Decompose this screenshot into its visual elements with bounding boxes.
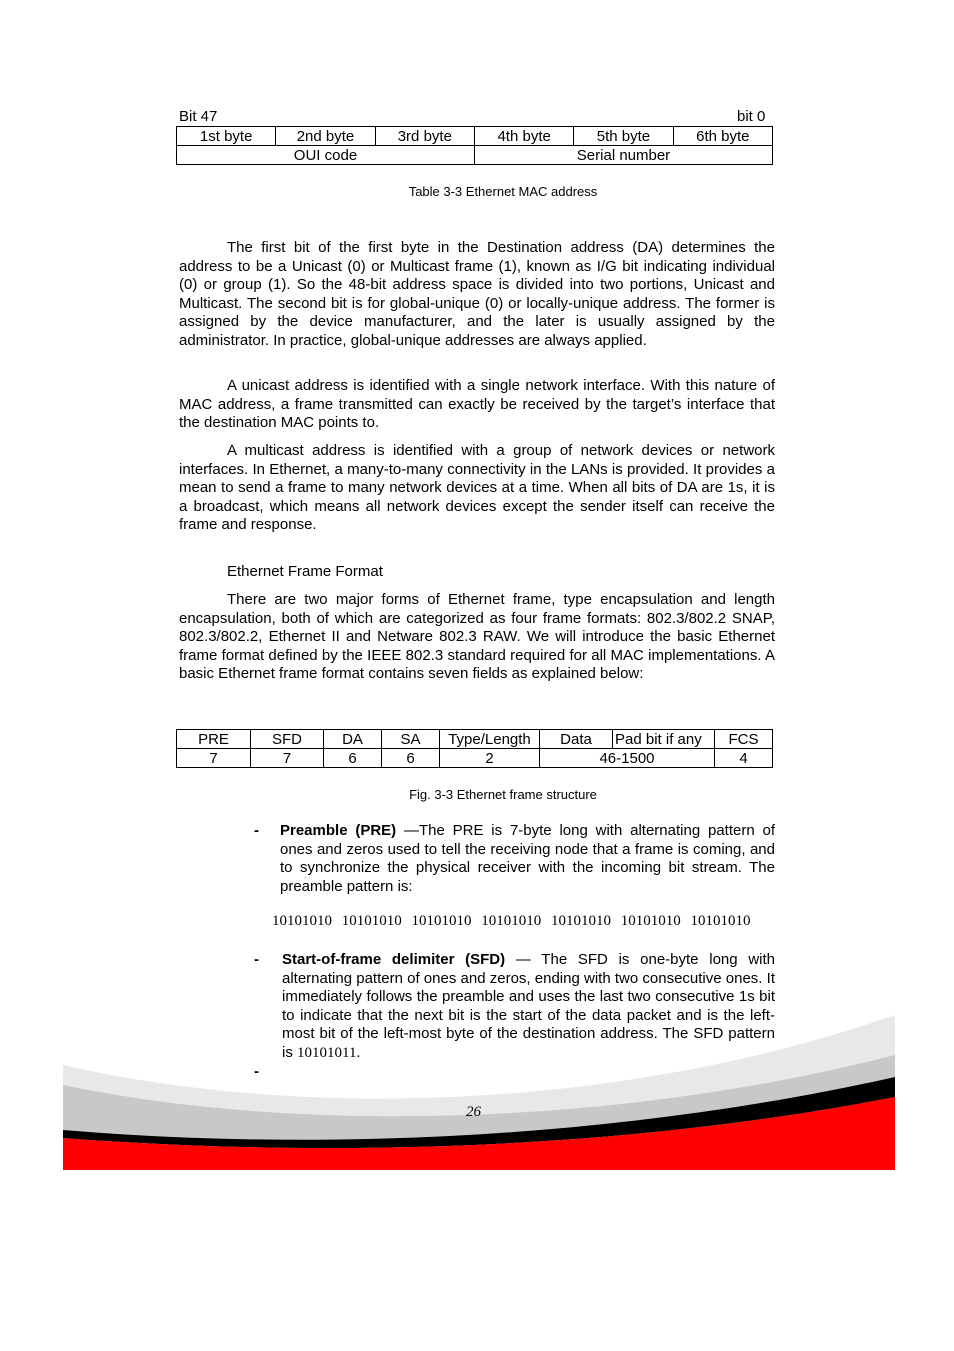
footer-swoosh-graphic [63, 1010, 895, 1170]
mac-address-table [176, 126, 773, 165]
table-cell: Type/Length [440, 730, 540, 749]
table-cell: 7 [177, 749, 251, 768]
paragraph-frame-format: There are two major forms of Ethernet frame, type encapsulation and length encapsulation, both of which are categorized as four frame formats: 802.3/802.2 SNAP, 802.3/802.2, Ethernet II and Netware 802.3 RAW. We will introduce the basic Ethernet frame format defined by the IEEE 802.3 standard required for all MAC implementations. A basic Ethernet frame format contains seven fields as explained below: [179, 591, 775, 682]
table-row [177, 749, 773, 768]
bullet-preamble [280, 822, 775, 896]
table-cell: 3rd byte [375, 127, 474, 146]
table-cell: FCS [715, 730, 773, 749]
frame-structure-table [176, 729, 773, 768]
table-cell: 6th byte [673, 127, 772, 146]
table-cell: 4th byte [474, 127, 573, 146]
table-cell: SA [382, 730, 440, 749]
table-cell: 5th byte [574, 127, 673, 146]
paragraph-destination-address: The first bit of the first byte in the Destination address (DA) determines the address to be a Unicast (0) or Multicast frame (1), known as I/G bit indicating individual (0) or group (1). So the 48-bit address space is divided into two portions, Unicast and Multicast. The second bit is for global-unique (0) or locally-unique address. The former is assigned by the device manufacturer, and the later is usually assigned by the administrator. In practice, global-unique addresses are always applied. [179, 239, 775, 349]
bullet-dash: - [254, 822, 259, 839]
mac-table-caption: Table 3-3 Ethernet MAC address [408, 184, 598, 199]
table-cell: 6 [324, 749, 382, 768]
bullet-term: Start-of-frame delimiter (SFD) [282, 951, 506, 968]
table-row [177, 730, 773, 749]
table-cell: 46-1500 [540, 749, 715, 768]
bit-0-label: bit 0 [737, 108, 766, 125]
table-row [177, 127, 773, 146]
table-cell: Pad bit if any [613, 730, 715, 749]
table-cell: 6 [382, 749, 440, 768]
bullet-description: — The SFD is one-byte long with alternating pattern of ones and zeros, ending with two consecutive ones. It immediately follows the preamble and uses the last two consecutive 1s bit to indicate that the next bit is the start of the data packet and is the left-most bit of the left-most byte of the destination address. The SFD pattern is [282, 951, 775, 1061]
paragraph-unicast: A unicast address is identified with a single network interface. With this nature of MAC address, a frame transmitted can exactly be received by the target’s interface that the destination MAC points to. [179, 377, 775, 431]
page-number: 26 [466, 1104, 481, 1120]
table-row [177, 146, 773, 165]
table-cell: Serial number [474, 146, 772, 165]
table-cell: 7 [251, 749, 324, 768]
sfd-pattern: 10101011. [297, 1044, 361, 1061]
bit-47-label: Bit 47 [179, 108, 218, 125]
frame-table-caption: Fig. 3-3 Ethernet frame structure [409, 787, 597, 802]
preamble-pattern: 10101010 10101010 10101010 10101010 10101010 10101010 10101010 [272, 913, 751, 929]
table-cell: Data [540, 730, 613, 749]
table-cell: 2nd byte [276, 127, 375, 146]
bullet-description: —The PRE is 7-byte long with alternating pattern of ones and zeros used to tell the receiving node that a frame is coming, and to synchronize the physical receiver with the incoming bit stream. The preamble pattern is: [280, 822, 775, 895]
paragraph-multicast: A multicast address is identified with a group of network devices or network interfaces. In Ethernet, a many-to-many connectivity in the LANs is provided. It provides a mean to send a frame to many network devices at a time. When all bits of DA are 1s, it is a broadcast, which means all network devices except the sender itself can receive the frame and response. [179, 442, 775, 533]
table-cell: DA [324, 730, 382, 749]
table-cell: 1st byte [177, 127, 276, 146]
table-cell: OUI code [177, 146, 475, 165]
section-heading: Ethernet Frame Format [227, 563, 383, 580]
bullet-term: Preamble (PRE) [280, 822, 397, 839]
table-cell: PRE [177, 730, 251, 749]
table-cell: 4 [715, 749, 773, 768]
table-cell: 2 [440, 749, 540, 768]
bullet-dash: - [254, 1063, 259, 1080]
bullet-dash: - [254, 951, 259, 968]
table-cell: SFD [251, 730, 324, 749]
